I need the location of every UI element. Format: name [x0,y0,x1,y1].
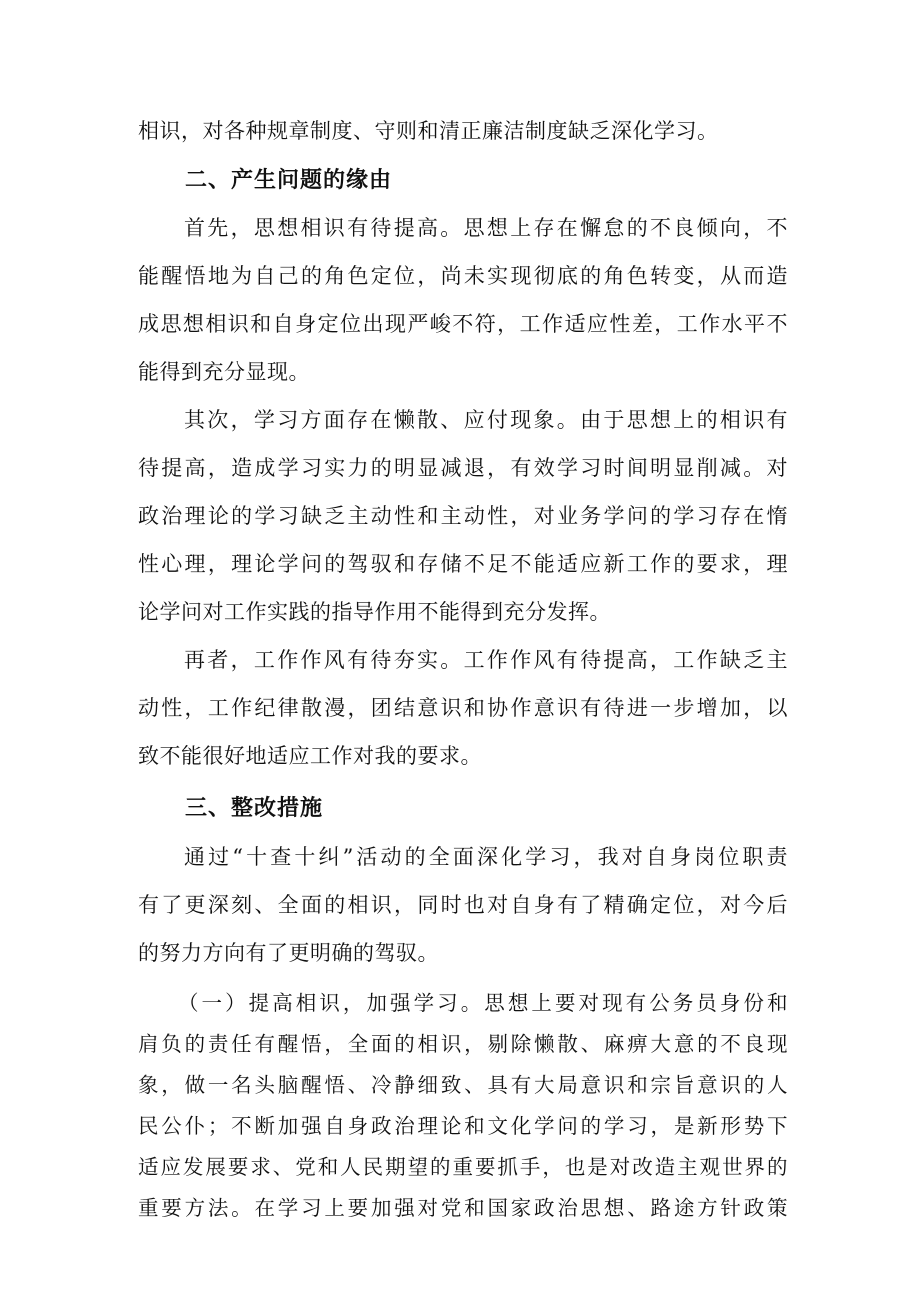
intro-line: 相识，对各种规章制度、守则和清正廉洁制度缺乏深化学习。 [138,119,719,143]
paragraph-line: 能醒悟地为自己的角色定位，尚未实现彻底的角色转变，从而造 [138,264,788,288]
paragraph-line: 政治理论的学习缺乏主动性和主动性，对业务学问的学习存在惰 [138,504,788,528]
paragraph-line: 成思想相识和自身定位出现严峻不符，工作适应性差，工作水平不 [138,312,788,336]
paragraph-line: 肩负的责任有醒悟，全面的相识，剔除懒散、麻痹大意的不良现 [138,1032,788,1056]
paragraph-line: 待提高，造成学习实力的明显减退，有效学习时间明显削减。对 [138,456,788,480]
intro-paragraph [138,107,788,155]
section-three-heading: 三、整改措施 [185,796,324,821]
section-two-heading: 二、产生问题的缘由 [185,168,393,193]
paragraph-line: 适应发展要求、党和人民期望的重要抓手，也是对改造主观世界的 [138,1155,788,1179]
paragraph-rectification-intro [138,833,788,977]
paragraph-line: 致不能很好地适应工作对我的要求。 [138,744,482,768]
paragraph-line: 能得到充分显现。 [138,360,310,384]
paragraph-line: 其次，学习方面存在懒散、应付现象。由于思想上的相识有 [184,408,788,432]
paragraph-line: 有了更深刻、全面的相识，同时也对自身有了精确定位，对今后 [138,893,788,917]
paragraph-line: 民公仆；不断加强自身政治理论和文化学问的学习，是新形势下 [138,1114,788,1138]
paragraph-line: 重要方法。在学习上要加强对党和国家政治思想、路途方针政策 [138,1196,788,1220]
paragraph-line: 象，做一名头脑醒悟、冷静细致、具有大局意识和宗旨意识的人 [138,1073,788,1097]
paragraph-first-reason [138,204,788,396]
paragraph-line: 首先，思想相识有待提高。思想上存在懈怠的不良倾向，不 [184,216,788,240]
paragraph-line: 动性，工作纪律散漫，团结意识和协作意识有待进一步增加，以 [138,696,788,720]
paragraph-line: 的努力方向有了更明确的驾驭。 [138,941,439,965]
paragraph-second-reason [138,396,788,636]
paragraph-line: 再者，工作作风有待夯实。工作作风有待提高，工作缺乏主 [184,648,788,672]
paragraph-line: 性心理，理论学问的驾驭和存储不足不能适应新工作的要求，理 [138,552,788,576]
paragraph-item-one [138,983,788,1229]
paragraph-third-reason [138,636,788,780]
paragraph-line: （一）提高相识，加强学习。思想上要对现有公务员身份和 [178,991,788,1015]
paragraph-line: 通过“十查十纠”活动的全面深化学习，我对自身岗位职责 [184,845,788,869]
paragraph-line: 论学问对工作实践的指导作用不能得到充分发挥。 [138,600,611,624]
